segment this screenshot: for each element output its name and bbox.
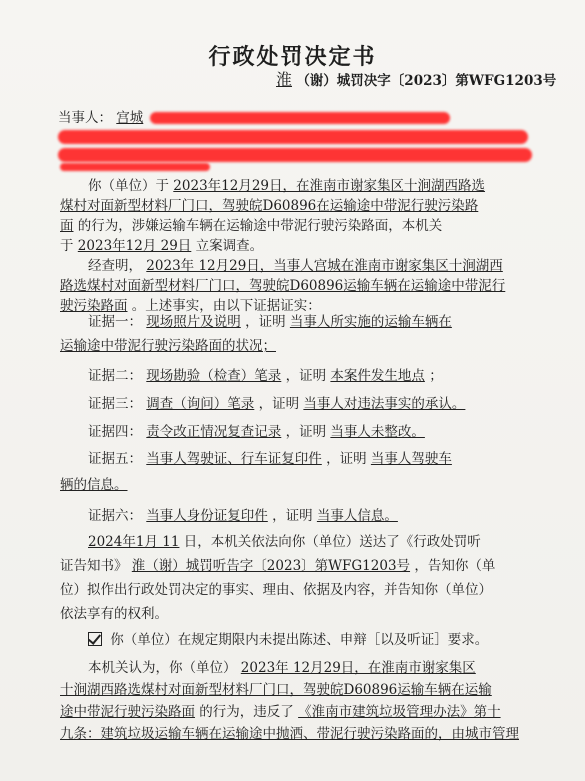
paragraph-2-line-2: 路选煤村对面新型材料厂门口，驾驶皖D60896运输车辆在运输途中带泥行 bbox=[60, 278, 506, 294]
p3-text: ，告知你（单 bbox=[414, 558, 496, 574]
p4-hw: 2023年 12月29日，在淮南市谢家集区 bbox=[240, 660, 476, 676]
p2-hw: 驶污染路面 bbox=[60, 298, 128, 314]
evidence-label: 证据五： bbox=[88, 451, 142, 467]
paragraph-1-line-1 bbox=[88, 176, 485, 196]
evidence-mid: ，证明 bbox=[258, 396, 300, 412]
paragraph-4-line-4: 九条：建筑垃圾运输车辆在运输途中抛洒、带泥行驶污染路面的，由城市管理 bbox=[60, 726, 519, 742]
p2-hw: 2023年 12月29日，当事人宫城在淮南市谢家集区十涧湖西 bbox=[146, 258, 503, 274]
paragraph-4-line-2: 十涧湖西路选煤村对面新型材料厂门口，驾驶皖D60896运输车辆在运输 bbox=[60, 682, 492, 698]
checkbox-checked-icon bbox=[88, 632, 102, 646]
p3-text: 证告知书》 bbox=[60, 558, 128, 574]
evidence-title: 责令改正情况复查记录 bbox=[146, 424, 282, 440]
paragraph-1-line-3 bbox=[60, 216, 442, 236]
evidence-label: 证据一： bbox=[88, 314, 142, 330]
p1-hw: 2023年12月 29日 bbox=[77, 238, 192, 254]
evidence-mid: ，证明 bbox=[272, 508, 313, 524]
p1-text: 你（单位）于 bbox=[88, 178, 169, 194]
party-line bbox=[58, 108, 143, 128]
paragraph-3-line-3: 位）拟作出行政处罚决定的事实、理由、依据及内容，并告知你（单位） bbox=[60, 582, 492, 598]
document-number-handwritten: 淮 bbox=[276, 70, 293, 89]
redaction-mark bbox=[58, 148, 532, 162]
evidence-mid: ，证明 bbox=[285, 368, 327, 384]
redaction-mark bbox=[58, 130, 528, 144]
evidence-text: 当事人对违法事实的承认。 bbox=[303, 396, 466, 412]
evidence-1 bbox=[88, 312, 452, 332]
evidence-1-line-2: 运输途中带泥行驶污染路面的状况； bbox=[60, 338, 276, 354]
paragraph-1-line-2: 煤村对面新型材料厂门口，驾驶皖D60896在运输途中带泥行驶污染路 bbox=[60, 198, 479, 214]
p3-text: 日，本机关依法向你（单位）送达了《行政处罚听 bbox=[183, 534, 481, 550]
document-title: 行政处罚决定书 bbox=[208, 44, 377, 70]
evidence-5-line-2: 辆的信息。 bbox=[60, 477, 128, 493]
evidence-5 bbox=[88, 449, 452, 469]
evidence-2 bbox=[88, 366, 443, 386]
evidence-title: 现场照片及说明 bbox=[146, 314, 241, 330]
p4-text: 的行为，违反了 bbox=[199, 704, 294, 720]
p4-text: 本机关认为，你（单位） bbox=[88, 660, 237, 676]
evidence-label: 证据四： bbox=[88, 424, 142, 440]
paragraph-4-line-1 bbox=[88, 658, 476, 678]
evidence-label: 证据六： bbox=[88, 508, 142, 524]
evidence-4 bbox=[88, 422, 425, 442]
evidence-title: 现场勘验（检查）笔录 bbox=[146, 368, 282, 384]
evidence-text: 当事人信息。 bbox=[316, 508, 398, 524]
no-statement-line bbox=[88, 630, 488, 650]
evidence-text: 当事人驾驶车 bbox=[370, 451, 452, 467]
evidence-3 bbox=[88, 394, 465, 414]
evidence-text: 当事人未整改。 bbox=[330, 424, 425, 440]
redaction-mark bbox=[150, 112, 450, 124]
p1-text: 立案调查。 bbox=[195, 238, 264, 254]
evidence-label: 证据二： bbox=[88, 368, 142, 384]
paragraph-1-line-4 bbox=[60, 236, 263, 256]
p2-text: 经查明， bbox=[88, 258, 142, 274]
paragraph-3-line-2 bbox=[60, 556, 495, 576]
evidence-text: 本案件发生地点 bbox=[330, 368, 425, 384]
evidence-text: 当事人所实施的运输车辆在 bbox=[289, 314, 452, 330]
p1-hw: 面 bbox=[60, 218, 74, 234]
evidence-title: 调查（询问）笔录 bbox=[146, 396, 255, 412]
paragraph-3-line-1 bbox=[88, 532, 481, 552]
evidence-mid: ，证明 bbox=[245, 314, 286, 330]
evidence-title: 当事人身份证复印件 bbox=[146, 508, 268, 524]
evidence-label: 证据三： bbox=[88, 396, 142, 412]
p3-date: 2024年1月 11 bbox=[88, 534, 180, 550]
party-label: 当事人： bbox=[58, 110, 112, 126]
paragraph-4-line-3 bbox=[60, 702, 501, 722]
evidence-mid: ，证明 bbox=[285, 424, 327, 440]
party-name: 宫城 bbox=[116, 110, 144, 126]
p2-text: 。上述事实，由以下证据证实： bbox=[131, 298, 321, 314]
p1-text: 的行为，涉嫌运输车辆在运输途中带泥行驶污染路面，本机关 bbox=[77, 218, 443, 234]
redaction-mark bbox=[60, 163, 210, 171]
paragraph-3-line-4: 依法享有的权利。 bbox=[60, 606, 168, 622]
document-number-rest: （谢）城罚决字〔2023〕第WFG1203号 bbox=[296, 73, 557, 89]
document-number bbox=[276, 70, 556, 91]
p1-text: 于 bbox=[60, 238, 74, 254]
evidence-mid: ，证明 bbox=[326, 451, 367, 467]
p1-hw: 2023年12月29日，在淮南市谢家集区十涧湖西路选 bbox=[173, 178, 486, 194]
p4-law: 《淮南市建筑垃圾管理办法》第十 bbox=[298, 704, 501, 720]
no-statement-text: 你（单位）在规定期限内未提出陈述、申辩［以及听证］要求。 bbox=[110, 632, 489, 648]
p4-hw: 途中带泥行驶污染路面 bbox=[60, 704, 195, 720]
evidence-end: ； bbox=[429, 368, 443, 384]
evidence-6 bbox=[88, 506, 398, 526]
paragraph-2-line-1 bbox=[88, 256, 503, 276]
evidence-title: 当事人驾驶证、行车证复印件 bbox=[146, 451, 322, 467]
p3-number: 淮（谢）城罚听告字〔2023〕第WFG1203号 bbox=[131, 558, 411, 574]
